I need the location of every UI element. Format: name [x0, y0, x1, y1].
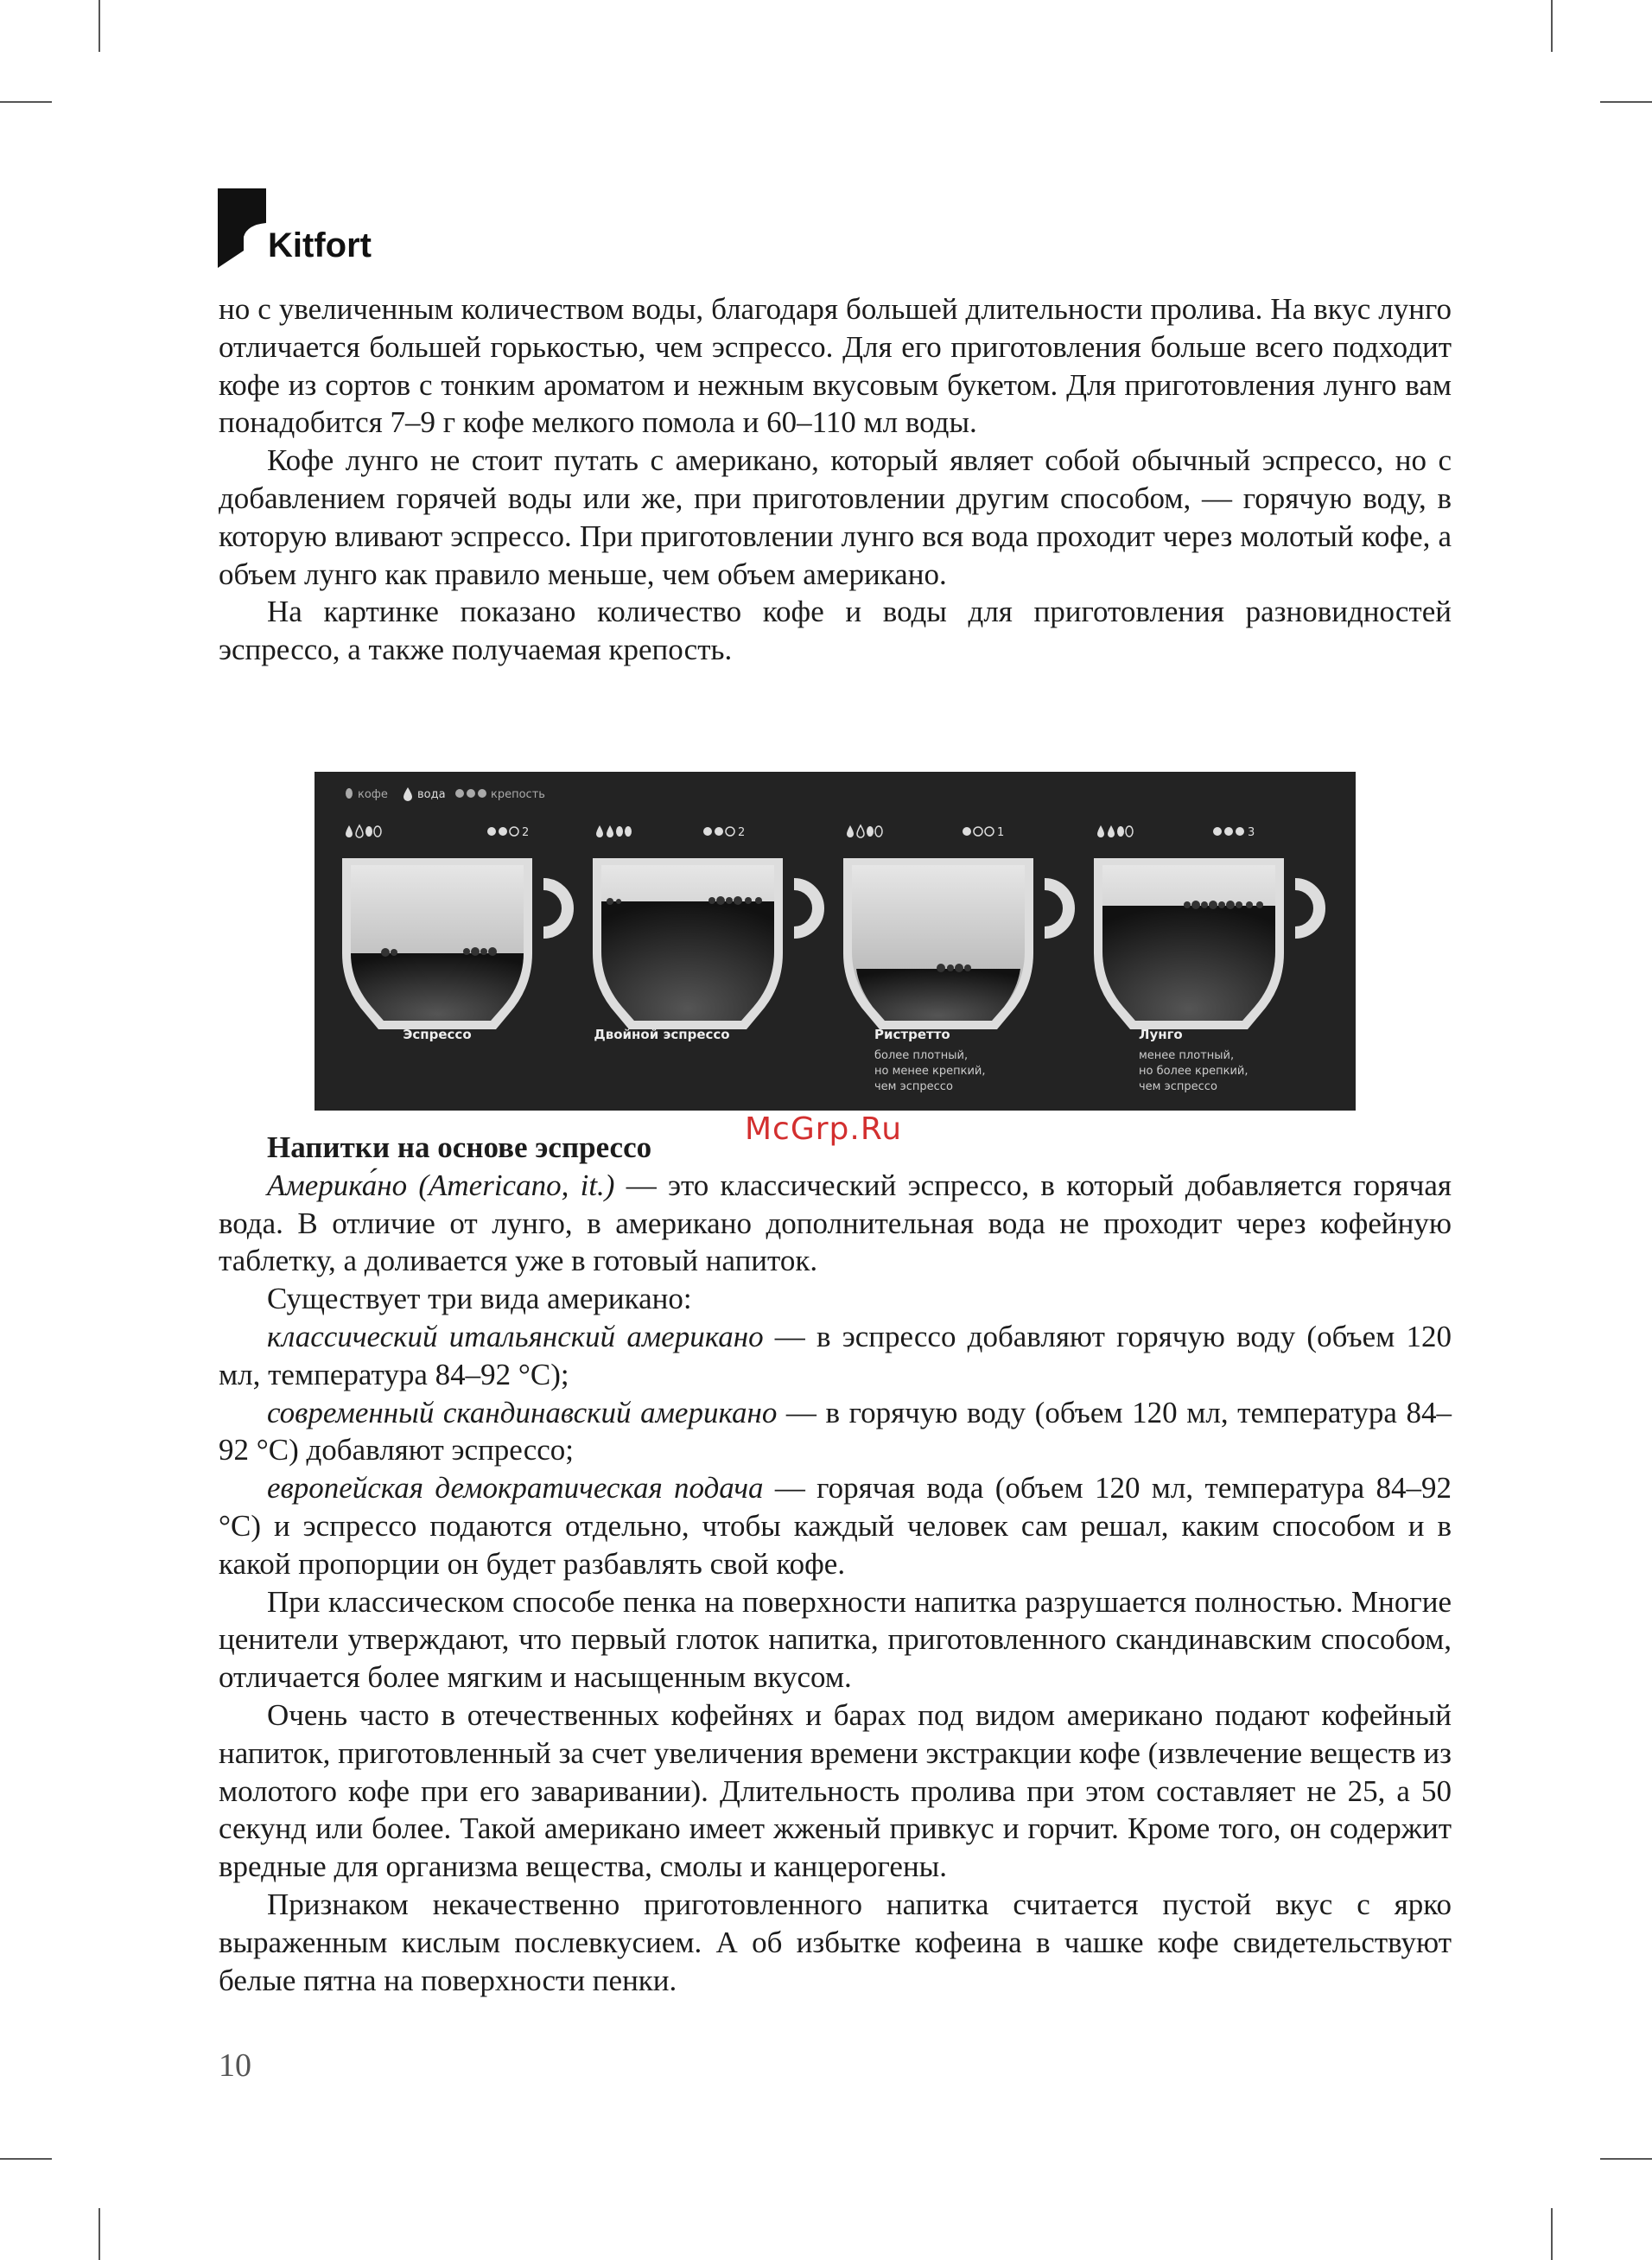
cup-name: Двойной эспрессо — [594, 1027, 730, 1042]
crop-mark — [0, 101, 52, 103]
cup-note: менее плотный, — [1139, 1049, 1235, 1062]
strength-indicator — [703, 826, 745, 839]
brand-name: Kitfort — [268, 226, 372, 264]
cup-note: но более крепкий, — [1139, 1065, 1249, 1078]
crop-mark — [98, 0, 100, 52]
ingredient-icons — [1097, 825, 1133, 837]
legend-coffee: кофе — [358, 788, 388, 801]
term: Америка́но (Americano, it.) — [267, 1168, 615, 1202]
paragraph: Существует три вида американо: — [267, 1282, 692, 1316]
svg-text:2: 2 — [738, 826, 746, 839]
cup-ristretto — [843, 825, 1069, 1093]
cup-handle-icon — [543, 884, 568, 933]
paragraph: Очень часто в отечественных кофейнях и барах под видом американо подают кофейный напиток, приготовленный за счет увеличения времени экстракции кофе (извлечение веществ из молотого кофе при его заваривании). Длительность пролива при этом составляет не 25, а 50 секунд или более. Такой американо имеет жженый привкус и горчит. Кроме того, он содержит вредные для организма вещества, смолы и канцерогены. — [219, 1697, 1452, 1884]
cup-note: чем эспрессо — [874, 1080, 953, 1093]
crop-mark — [98, 2208, 100, 2260]
paragraph: Кофе лунго не стоит путать с американо, который являет собой обычный эспрессо, но с добавлением горячей воды или же, при приготовлении другим способом, — горячую воду, в которую вливают эспрессо. При приготовлении лунго вся вода проходит через молотый кофе, а объем лунго как правило меньше, чем объем американо. — [219, 443, 1452, 591]
cup-note: чем эспрессо — [1139, 1080, 1217, 1093]
legend — [346, 787, 545, 801]
strength-dot-icon — [478, 789, 486, 798]
ingredient-icons — [596, 825, 632, 837]
strength-indicator — [487, 826, 529, 839]
svg-text:3: 3 — [1248, 826, 1255, 839]
cup-note: но менее крепкий, — [874, 1065, 986, 1078]
crop-mark — [0, 2158, 52, 2160]
intro-text — [219, 290, 1452, 669]
coffee-cups-figure — [315, 772, 1356, 1111]
cup-name: Эспрессо — [403, 1027, 472, 1042]
cup-lungo — [1094, 825, 1319, 1093]
ingredient-icons — [847, 825, 882, 837]
paragraph: но с увеличенным количеством воды, благодаря большей длительности пролива. На вкус лунго отличается большей горькостью, чем эспрессо. Для его приготовления больше всего подходит кофе из сортов с тонким ароматом и нежным вкусовым букетом. Для приготовления лунго вам понадобится 7–9 г кофе мелкого помола и 60–110 мл воды. — [219, 292, 1452, 440]
coffee-fill — [856, 969, 1020, 1021]
cup-name: Ристретто — [874, 1027, 950, 1042]
cup-handle-icon — [794, 884, 818, 933]
term: европейская демократическая подача — [267, 1471, 764, 1506]
crop-mark — [1551, 2208, 1553, 2260]
paragraph: На картинке показано количество кофе и воды для приготовления разновидностей эспрессо, а также получаемая крепость. — [219, 595, 1452, 667]
strength-indicator — [963, 826, 1004, 839]
coffee-fill — [351, 953, 524, 1021]
kitfort-logo-icon — [218, 188, 266, 272]
paragraph: современный скандинавский американо — в горячую воду (объем 120 мл, температура 84–92 °C) добавляют эспрессо; — [219, 1395, 1452, 1467]
cup-handle-icon — [1045, 884, 1069, 933]
paragraph: классический итальянский американо — в эспрессо добавляют горячую воду (объем 120 мл, температура 84–92 °C); — [219, 1319, 1452, 1391]
section-heading: Напитки на основе эспрессо — [267, 1130, 652, 1164]
legend-water: вода — [417, 788, 446, 801]
watermark: McGrp.Ru — [745, 1111, 903, 1147]
page-number: 10 — [219, 2047, 251, 2084]
strength-dot-icon — [467, 789, 475, 798]
crop-mark — [1600, 101, 1652, 103]
paragraph: европейская демократическая подача — горячая вода (объем 120 мл, температура 84–92 °C) и эспрессо подаются отдельно, чтобы каждый человек сам решал, каким способом и в какой пропорции он будет разбавлять свой кофе. — [219, 1471, 1452, 1581]
paragraph: Признаком некачественно приготовленного напитка считается пустой вкус с ярко выраженным кислым послевкусием. А об избытке кофеина в чашке кофе свидетельствуют белые пятна на поверхности пенки. — [219, 1887, 1452, 1997]
coffee-fill — [601, 901, 774, 1021]
strength-dot-icon — [455, 789, 464, 798]
svg-text:2: 2 — [522, 826, 530, 839]
cup-handle-icon — [1295, 884, 1319, 933]
crop-mark — [1551, 0, 1553, 52]
svg-text:1: 1 — [997, 826, 1005, 839]
cup-espresso — [342, 825, 568, 1042]
water-drop-icon — [403, 787, 412, 801]
cup-name: Лунго — [1139, 1027, 1183, 1042]
paragraph: Америка́но (Americano, it.) — это классический эспрессо, в который добавляется горячая вода. В отличие от лунго, в американо дополнительная вода не проходит через кофейную таблетку, а доливается уже в готовый напиток. — [219, 1168, 1452, 1278]
legend-strength: крепость — [491, 788, 545, 801]
ingredient-icons — [346, 825, 381, 837]
espresso-drinks-section — [219, 1129, 1452, 1999]
paragraph: При классическом способе пенка на поверхности напитка разрушается полностью. Многие ценители утверждают, что первый глоток напитка, приготовленного скандинавским способом, отличается более мягким и насыщенным вкусом. — [219, 1584, 1452, 1695]
strength-indicator — [1213, 826, 1255, 839]
coffee-bean-icon — [346, 788, 353, 799]
crop-mark — [1600, 2158, 1652, 2160]
term: современный скандинавский американо — [267, 1395, 778, 1429]
cup-double-espresso — [593, 825, 818, 1042]
term: классический итальянский американо — [267, 1319, 764, 1353]
cup-note: более плотный, — [874, 1049, 969, 1062]
coffee-fill — [1102, 906, 1275, 1021]
